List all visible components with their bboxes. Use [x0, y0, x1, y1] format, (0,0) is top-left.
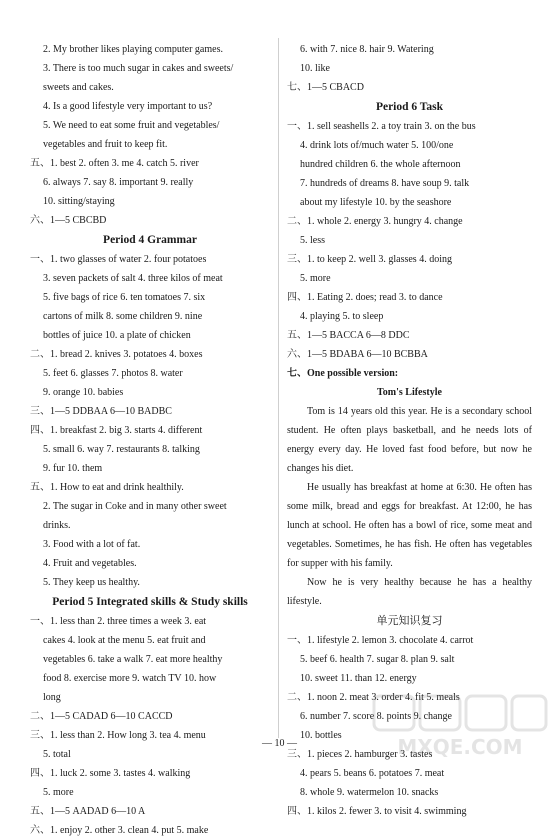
answer-line: 9. fur 10. them [43, 463, 103, 474]
essay-title: Tom's Lifestyle [377, 387, 442, 398]
answer-line: 六、1—5 CBCBD [30, 215, 107, 226]
answer-line: 10. like [300, 63, 330, 74]
answer-line: 五、1—5 BACCA 6—8 DDC [287, 330, 410, 341]
left-column [30, 40, 270, 840]
section-heading: Period 6 Task [375, 101, 444, 113]
answer-line: 4. pears 5. beans 6. potatoes 7. meat [300, 768, 445, 779]
answer-line: 四、1. Eating 2. does; read 3. to dance [287, 292, 443, 303]
answer-line: 6. number 7. score 8. points 9. change [300, 711, 452, 722]
answer-line: 7. hundreds of dreams 8. have soup 9. talk [300, 178, 470, 189]
answer-line: 4. drink lots of/much water 5. 100/one [300, 140, 454, 151]
answer-line: 三、1. to keep 2. well 3. glasses 4. doing [287, 254, 452, 265]
answer-line: sweets and cakes. [43, 82, 114, 93]
watermark-logo [370, 690, 550, 762]
answer-line: 一、1. less than 2. three times a week 3. eat [30, 616, 207, 627]
answer-line: 2. My brother likes playing computer games. [43, 44, 223, 55]
answer-line: 5. total [43, 749, 71, 760]
answer-line: vegetables 6. take a walk 7. eat more healthy [43, 654, 223, 665]
answer-line: hundred children 6. the whole afternoon [300, 159, 461, 170]
svg-text:MXQE.COM: MXQE.COM [397, 735, 523, 759]
answer-line: 5. more [300, 273, 331, 284]
answer-line: 3. Food with a lot of fat. [43, 539, 141, 550]
page-number: — 10 — [262, 738, 297, 749]
section-heading: 单元知识复习 [376, 614, 443, 627]
answer-line: 四、1. kilos 2. fewer 3. to visit 4. swimming [287, 806, 467, 817]
answer-line: 六、1. enjoy 2. other 3. clean 4. put 5. make [30, 825, 209, 836]
answer-line: 二、1. bread 2. knives 3. potatoes 4. boxes [30, 349, 203, 360]
answer-line: 5. They keep us healthy. [43, 577, 140, 588]
answer-line: 3. seven packets of salt 4. three kilos of meat [43, 273, 223, 284]
answer-line: 三、1—5 DDBAA 6—10 BADBC [30, 406, 172, 417]
answer-line: food 8. exercise more 9. watch TV 10. how [43, 673, 217, 684]
answer-line: about my lifestyle 10. by the seashore [300, 197, 452, 208]
answer-line: 6. always 7. say 8. important 9. really [43, 177, 194, 188]
answer-line: 9. orange 10. babies [43, 387, 124, 398]
answer-line: 5. more [43, 787, 74, 798]
answer-line: 10. bottles [300, 730, 342, 741]
answer-line: long [43, 692, 61, 703]
answer-line: 五、1. How to eat and drink healthily. [30, 482, 184, 493]
answer-line: 一、1. sell seashells 2. a toy train 3. on the bus [287, 121, 476, 132]
answer-line: 四、1. breakfast 2. big 3. starts 4. different [30, 425, 203, 436]
answer-line: 4. Fruit and vegetables. [43, 558, 137, 569]
right-top-answers [287, 40, 532, 383]
answer-line: 六、1—5 BDABA 6—10 BCBBA [287, 349, 428, 360]
answer-line: 四、1. luck 2. some 3. tastes 4. walking [30, 768, 191, 779]
answer-line: cakes 4. look at the menu 5. eat fruit and [43, 635, 206, 646]
answer-line: 五、1—5 AADAD 6—10 A [30, 806, 146, 817]
answer-line: 4. Is a good lifestyle very important to us? [43, 101, 213, 112]
sample-essay [287, 383, 532, 611]
answer-line: 5. We need to eat some fruit and vegetables/ [43, 120, 220, 131]
answer-line: 4. playing 5. to sleep [300, 311, 384, 322]
section-heading: Period 4 Grammar [103, 234, 197, 246]
answer-line: 5. less [300, 235, 325, 246]
answer-line: 8. whole 9. watermelon 10. snacks [300, 787, 439, 798]
answer-line: 2. The sugar in Coke and in many other sweet [43, 501, 227, 512]
answer-line: 七、One possible version: [287, 368, 399, 379]
answer-line: 5. five bags of rice 6. ten tomatoes 7. six [43, 292, 206, 303]
essay-paragraph: Tom is 14 years old this year. He is a secondary school student. He often plays basketball, and he needs lots of energy every day. He loved fast food before, but now he changes his diet. [287, 406, 532, 474]
answer-line: 一、1. lifestyle 2. lemon 3. chocolate 4. carrot [287, 635, 474, 646]
answer-line: 3. There is too much sugar in cakes and sweets/ [43, 63, 234, 74]
answer-line: 二、1. whole 2. energy 3. hungry 4. change [287, 216, 463, 227]
column-divider [278, 38, 279, 738]
answer-line: cartons of milk 8. some children 9. nine [43, 311, 203, 322]
section-heading: Period 5 Integrated skills & Study skills [52, 596, 248, 608]
answer-line: 三、1. pieces 2. hamburger 3. tastes [287, 749, 433, 760]
essay-paragraph: Now he is very healthy because he has a healthy lifestyle. [287, 577, 532, 607]
answer-line: 5. feet 6. glasses 7. photos 8. water [43, 368, 183, 379]
answer-line: 五、1. best 2. often 3. me 4. catch 5. river [30, 158, 199, 169]
answer-line: 七、1—5 CBACD [287, 82, 364, 93]
answer-line: drinks. [43, 520, 71, 531]
answer-line: 6. with 7. nice 8. hair 9. Watering [300, 44, 434, 55]
answer-line: 5. beef 6. health 7. sugar 8. plan 9. salt [300, 654, 455, 665]
answer-line: 10. sweet 11. than 12. energy [300, 673, 417, 684]
answer-line: 5. small 6. way 7. restaurants 8. talking [43, 444, 200, 455]
answer-line: 10. sitting/staying [43, 196, 115, 207]
answer-line: 三、1. less than 2. How long 3. tea 4. menu [30, 730, 206, 741]
answer-line: 二、1. noon 2. meat 3. order 4. fit 5. meals [287, 692, 460, 703]
answer-line: 二、1—5 CADAD 6—10 CACCD [30, 711, 173, 722]
answer-line: bottles of juice 10. a plate of chicken [43, 330, 191, 341]
essay-paragraph: He usually has breakfast at home at 6:30. He often has some milk, bread and eggs for breakfast. At 12:00, he has lunch at school. He often has a bowl of rice, some meat and vegetables. Sometimes, he has fish. He often has vegetables for supper with his family. [287, 482, 532, 569]
answer-line: 一、1. two glasses of water 2. four potatoes [30, 254, 207, 265]
answer-line: vegetables and fruit to keep fit. [43, 139, 168, 150]
